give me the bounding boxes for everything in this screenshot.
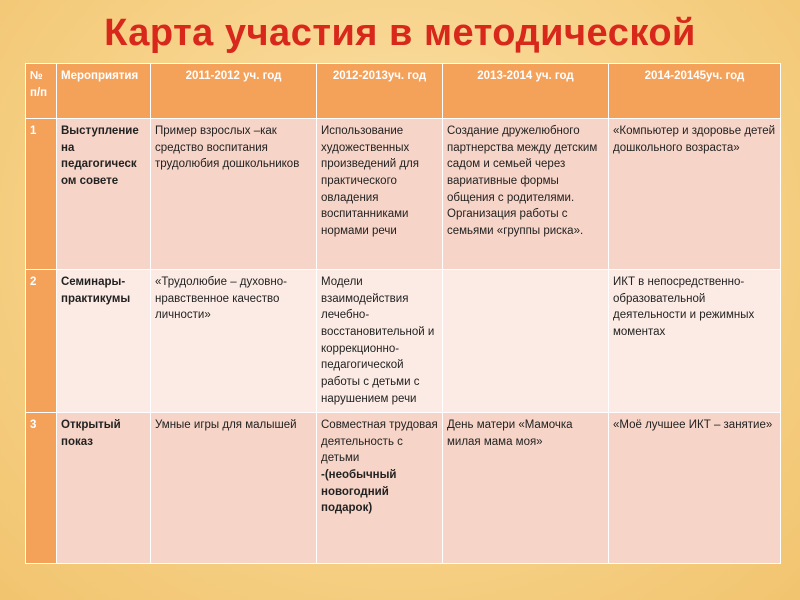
event-name: Открытый показ <box>57 413 151 564</box>
cell-2013: Создание дружелюбного партнерства между детским садом и семьей через вариативные формы общения с родителями. Организация работы с семьями «группы риска». <box>443 119 609 270</box>
row-number: 3 <box>26 413 57 564</box>
header-year-2011: 2011-2012 уч. год <box>151 64 317 119</box>
header-num: № п/п <box>26 64 57 119</box>
table-row <box>26 270 781 413</box>
cell-2011: Пример взрослых –как средство воспитания трудолюбия дошкольников <box>151 119 317 270</box>
cell-2014: ИКТ в непосредственно-образовательной деятельности и режимных моментах <box>609 270 781 413</box>
header-year-2014: 2014-20145уч. год <box>609 64 781 119</box>
cell-2012: Модели взаимодействия лечебно-восстановительной и коррекционно-педагогической работы с детьми с нарушением речи <box>317 270 443 413</box>
table-row <box>26 119 781 270</box>
cell-2012: Использование художественных произведений для практического овладения воспитанниками нормами речи <box>317 119 443 270</box>
cell-2013 <box>443 270 609 413</box>
row-number: 1 <box>26 119 57 270</box>
slide-title: Карта участия в методической <box>104 12 696 54</box>
participation-table <box>25 63 781 564</box>
header-event: Мероприятия <box>57 64 151 119</box>
table-header-row <box>26 64 781 119</box>
cell-2012-bold-text: -(необычный новогодний подарок) <box>321 469 397 515</box>
cell-2013: День матери «Мамочка милая мама моя» <box>443 413 609 564</box>
cell-2012 <box>317 413 443 564</box>
cell-2012-text: Совместная трудовая деятельность с детьми <box>321 419 438 465</box>
cell-2011: «Трудолюбие – духовно-нравственное качество личности» <box>151 270 317 413</box>
cell-2014: «Компьютер и здоровье детей дошкольного возраста» <box>609 119 781 270</box>
event-name: Выступление на педагогическ ом совете <box>57 119 151 270</box>
header-year-2012: 2012-2013уч. год <box>317 64 443 119</box>
cell-2014: «Моё лучшее ИКТ – занятие» <box>609 413 781 564</box>
row-number: 2 <box>26 270 57 413</box>
cell-2011: Умные игры для малышей <box>151 413 317 564</box>
event-name: Семинары-практикумы <box>57 270 151 413</box>
header-year-2013: 2013-2014 уч. год <box>443 64 609 119</box>
table-row <box>26 413 781 564</box>
